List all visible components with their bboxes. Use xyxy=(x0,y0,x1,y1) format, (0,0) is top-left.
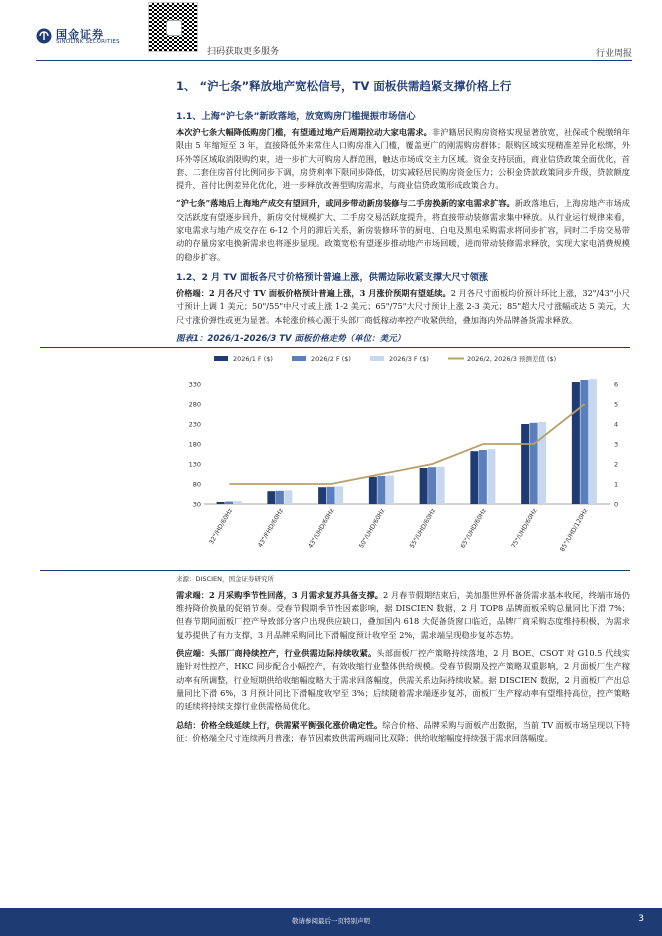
paragraph-body: 2 月春节假期结束后，美加墨世界杯备货需求基本收尾，终端市场仍维持降价换量的促销节奏。受春节假期季节性因素影响，据 DISCIEN 数据，2 月 TOP8 品牌面板采购总量同比下滑 7%；但春节期间面板厂控产导致部分客户出现供应缺口，叠加国内 618 大促备货窗口临近，品牌厂商采购态度维持积极，为需求复苏提供了有力支撑，3 月品牌采购同比下滑幅度预计收窄至 2%，需求端呈现稳步复苏态势。 xyxy=(176,589,630,640)
paragraph-body: 新政落地后，上海房地产市场成交活跃度有望逐步回升，新房交付规模扩大、二手房交易活跃度提升，将直接带动装修需求集中释放。从行业运行规律来看，家电需求与地产成交存在 6-12 个月的滞后关系，新房装修环节的厨电、白电及黑电采购需求将同步扩容，同时二手房交易带动的存量房家电换新需求也将逐步显现。政策宽松有望逐步推动地产市场回暖，进而带动装修需求释放，实现大家电消费规模的稳步扩容。 xyxy=(176,198,630,262)
paragraph-body: 头部面板厂控产策略持续落地，2 月 BOE、CSOT 对 G10.5 代线实施针对性控产，HKC 同步配合小幅控产，有效收缩行业整体供给规模。受春节假期及控产策略双重影响，2 月面板厂生产稼动率有所调整，行业短期供给收缩幅度略大于需求回落幅度，供需关系边际持续收紧。据 DISCIEN 数据，2 月面板厂产出总量同比下滑 6%，3 月预计同比下滑幅度收窄至 3%；后续随着需求端逐步复苏，面板厂生产稼动率有望维持高位，控产策略的延续将持续支撑行业供需格局优化。 xyxy=(176,648,630,712)
y-tick-label-right: 4 xyxy=(614,420,619,429)
header-divider xyxy=(36,60,632,61)
bar xyxy=(470,451,478,504)
x-tick-label: 43"/UHD/60Hz xyxy=(307,507,336,550)
x-tick-label: 43"/FHD/60Hz xyxy=(256,507,285,549)
main-content xyxy=(40,78,630,750)
y-tick-label-right: 5 xyxy=(614,400,619,409)
legend-swatch xyxy=(292,356,306,361)
paragraph-body: 综合价格、品牌采购与面板产出数据，当前 TV 面板市场呈现以下特征：价格端全尺寸连续两月普涨；春节因素致供需两端同比双降；供给收缩幅度持续强于需求回落幅度。 xyxy=(176,719,630,743)
section-heading: 1、 “沪七条”释放地产宽松信号，TV 面板供需趋紧支撑价格上行 xyxy=(176,79,512,93)
y-tick-label-left: 330 xyxy=(188,380,201,389)
bar xyxy=(530,423,538,504)
x-tick-label: 50"/UHD/60Hz xyxy=(357,507,387,550)
y-tick-label-right: 2 xyxy=(614,460,619,469)
y-tick-label-left: 130 xyxy=(188,460,201,469)
bar xyxy=(225,501,233,503)
bar xyxy=(580,380,588,504)
paragraph-lead: 需求端：2 月采购季节性回落，3 月需求复苏具备支撑。 xyxy=(176,589,383,600)
x-tick-label: 75"/UHD/60Hz xyxy=(510,507,539,550)
x-tick-label: 65"/UHD/60Hz xyxy=(459,507,488,550)
paragraph xyxy=(40,126,630,192)
company-logo xyxy=(36,26,136,48)
paragraph-lead: 本次沪七条大幅降低购房门槛，有望通过地产后周期拉动大家电需求。 xyxy=(176,127,432,137)
figure-source: 来源：DISCIEN，国金证券研究所 xyxy=(40,570,630,583)
y-tick-label-left: 30 xyxy=(192,500,201,509)
y-tick-label-left: 280 xyxy=(188,400,201,409)
bar xyxy=(284,490,292,504)
qr-code[interactable] xyxy=(148,2,198,52)
page-number: 3 xyxy=(638,914,644,924)
y-tick-label-right: 0 xyxy=(614,500,619,509)
y-tick-label-right: 6 xyxy=(614,380,619,389)
bar xyxy=(234,501,242,504)
y-tick-label-right: 1 xyxy=(614,480,619,489)
x-tick-label: 85"/UHD/120Hz xyxy=(559,507,590,553)
y-tick-label-left: 230 xyxy=(188,420,201,429)
logo-text-en: SINOLINK SECURITIES xyxy=(56,39,120,45)
qr-center-logo xyxy=(166,20,182,36)
paragraph-body: 2 月各尺寸面板均价预计环比上涨，32"/43"小尺寸预计上调 1 美元；50"/55"中尺寸或上涨 1-2 美元；65"/75"大尺寸预计上涨 2-3 美元；85"超大尺寸涨幅或达 5 美元，大尺寸涨价弹性或更为显著。本轮涨价核心源于头部厂商低稼动率控产收紧供给，叠加海内外品牌备货需求释放。 xyxy=(176,287,630,325)
bar xyxy=(572,382,580,504)
bar xyxy=(428,467,436,504)
bar xyxy=(589,379,597,504)
bar xyxy=(437,467,445,504)
legend-label: 2026/3 F ($) xyxy=(389,354,429,363)
x-tick-label: 32"/HD/60Hz xyxy=(207,507,235,546)
legend-swatch xyxy=(370,356,384,361)
company-logo-icon xyxy=(36,28,52,44)
paragraph xyxy=(40,647,630,713)
paragraph xyxy=(40,719,630,746)
bar xyxy=(369,477,377,504)
page-header xyxy=(0,0,662,58)
bar xyxy=(377,476,385,504)
paragraph xyxy=(40,287,630,327)
bar xyxy=(327,487,335,504)
paragraph-lead: 总结：价格全线延续上行，供需紧平衡强化涨价确定性。 xyxy=(176,719,383,730)
legend-label: 2026/1 F ($) xyxy=(233,354,273,363)
legend-swatch xyxy=(214,356,228,361)
page-footer xyxy=(0,908,662,936)
y-tick-label-left: 180 xyxy=(188,440,201,449)
footer-disclaimer[interactable]: 敬请参阅最后一页特别声明 xyxy=(292,917,370,925)
paragraph xyxy=(40,197,630,263)
bar xyxy=(335,486,343,504)
bar xyxy=(318,487,326,504)
bar xyxy=(276,491,284,504)
subsection-heading-2: 1.2、2 月 TV 面板各尺寸价格预计普遍上涨，供需边际收紧支撑大尺寸领涨 xyxy=(176,271,489,283)
paragraph-lead: 价格端：2 月各尺寸 TV 面板价格预计普遍上涨，3 月涨价预期有望延续。 xyxy=(176,287,451,298)
chart-container xyxy=(176,348,630,570)
logo-text-cn: 国金证券 xyxy=(56,28,104,41)
subsection-heading-1: 1.1、上海“沪七条”新政落地，放宽购房门槛提振市场信心 xyxy=(176,111,416,122)
bar xyxy=(386,475,394,503)
bar xyxy=(479,450,487,504)
figure-title: 图表1：2026/1-2026/3 TV 面板价格走势（单位：美元） xyxy=(40,332,630,348)
bar xyxy=(217,502,225,504)
bar xyxy=(267,491,275,504)
bar xyxy=(487,449,495,504)
report-type: 行业周报 xyxy=(595,49,632,59)
x-tick-label: 55"/UHD/60Hz xyxy=(408,507,438,550)
y-tick-label-left: 80 xyxy=(192,480,201,489)
paragraph-lead: “沪七条”落地后上海地产成交有望回升，或同步带动新房装修与二手房换新的家电需求扩容。 xyxy=(176,198,515,209)
scan-caption: 扫码获取更多服务 xyxy=(207,47,280,57)
paragraph xyxy=(40,589,630,642)
bar xyxy=(521,424,529,504)
legend-label: 2026/2, 2026/3 预测差值 ($) xyxy=(467,354,557,363)
legend-label: 2026/2 F ($) xyxy=(311,354,351,363)
paragraph-lead: 供应端：头部厂商持续控产，行业供需边际持续收紧。 xyxy=(176,648,377,659)
price-chart xyxy=(176,348,630,570)
paragraph-body: 非沪籍居民购房资格实现显著放宽，社保或个税缴纳年限由 5 年缩短至 3 年，直接降低外来常住人口购房准入门槛，覆盖更广的刚需购房群体；限购区域实现精准差异化松绑，外环外等区域取消限购约束，进一步扩大可购房人群范围，触达市场成交主力区域。资金支持层面，商业信贷政策全面优化，首套、二套住房首付比例同步下调，房贷利率下限同步降低，切实减轻居民购房资金压力；公积金贷款政策同步升级，贷款额度提升、首付比例差异化优化，进一步释放改善型购房需求，与商业信贷政策形成政策合力。 xyxy=(176,127,630,191)
bar xyxy=(420,468,428,504)
y-tick-label-right: 3 xyxy=(614,440,619,449)
